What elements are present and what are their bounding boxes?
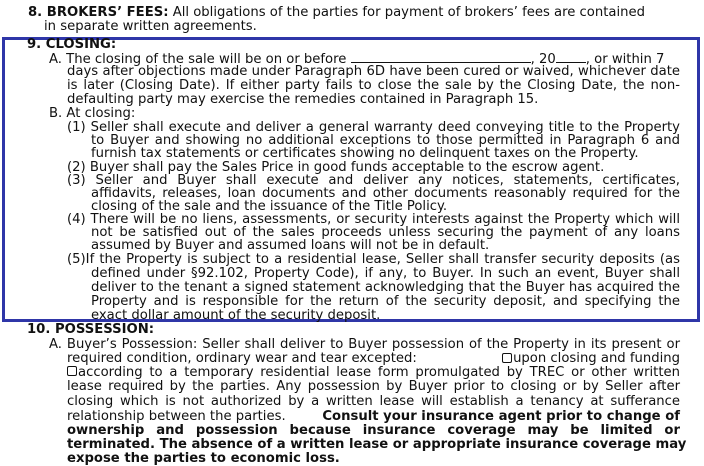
closing-heading: 9. CLOSING: xyxy=(27,37,117,52)
closing-a-text-3: , or within 7 xyxy=(585,52,665,67)
possession-a-line-3 xyxy=(67,366,680,380)
closing-date-field[interactable] xyxy=(351,51,531,63)
closing-b-heading: B. At closing: xyxy=(49,106,136,121)
possession-a-line-4: lease required by the parties. Any possession by Buyer prior to closing or by Seller after xyxy=(67,379,680,394)
closing-b5-line-1: (5)If the Property is subject to a residential lease, Seller shall transfer security deposits (as xyxy=(67,252,680,267)
closing-b5-line-5: exact dollar amount of the security deposit. xyxy=(91,308,381,323)
possession-a-line-1: A. Buyer’s Possession: Seller shall deliver to Buyer possession of the Property in its present or xyxy=(49,337,680,352)
brokers-fees-line-2: in separate written agreements. xyxy=(44,19,257,34)
closing-b5-line-4: Property and is responsible for the return of the security deposit, and specifying the xyxy=(91,294,680,309)
upon-closing-label: upon closing and funding xyxy=(513,351,680,366)
brokers-fees-line-1 xyxy=(28,6,680,20)
possession-a-line-6 xyxy=(67,410,680,424)
closing-b3-line-2: affidavits, releases, loan documents and other documents reasonably required for the xyxy=(91,186,680,201)
insurance-warning-line-4: expose the parties to economic loss. xyxy=(67,451,340,466)
closing-a-line-2: days after objections made under Paragraph 6D have been cured or waived, whichever date xyxy=(67,64,680,79)
closing-year-field[interactable] xyxy=(556,51,586,63)
closing-b2-line-1: (2) Buyer shall pay the Sales Price in good funds acceptable to the escrow agent. xyxy=(67,160,605,175)
closing-b4-line-3: assumed by Buyer and assumed loans will not be in default. xyxy=(91,238,490,253)
possession-a-line-5: closing which is not authorized by a written lease will establish a tenancy at sufferance xyxy=(67,394,680,409)
closing-a-line-3: is later (Closing Date). If either party fails to close the sale by the Closing Date, the non- xyxy=(67,78,680,93)
brokers-fees-heading: 8. BROKERS’ FEES: xyxy=(28,5,169,20)
option-upon-closing xyxy=(502,352,680,366)
closing-b1-line-1: (1) Seller shall execute and deliver a general warranty deed conveying title to the Property xyxy=(67,120,680,135)
closing-b4-line-1: (4) There will be no liens, assessments, or security interests against the Property which will xyxy=(67,212,680,227)
insurance-warning-line-3: terminated. The absence of a written lease or appropriate insurance coverage may xyxy=(67,437,687,452)
insurance-warning-line-2: ownership and possession because insurance coverage may be limited or xyxy=(67,423,680,438)
temporary-lease-checkbox[interactable] xyxy=(67,366,77,376)
possession-a-text: required condition, ordinary wear and tear excepted: xyxy=(67,351,417,366)
closing-a-text-1: A. The closing of the sale will be on or before xyxy=(49,52,347,67)
temporary-lease-label: according to a temporary residential lease form promulgated by TREC or other written xyxy=(78,365,680,380)
upon-closing-checkbox[interactable] xyxy=(502,353,512,363)
closing-b5-line-3: deliver to the tenant a signed statement acknowledging that the Buyer has acquired the xyxy=(91,280,680,295)
insurance-warning-start: Consult your insurance agent prior to change of xyxy=(322,409,680,424)
brokers-fees-text: All obligations of the parties for payment of brokers’ fees are contained xyxy=(172,5,645,20)
possession-a-text-6: relationship between the parties. xyxy=(67,409,286,424)
closing-b5-line-2: defined under §92.102, Property Code), if any, to Buyer. In such an event, Buyer shall xyxy=(91,266,680,281)
closing-b3-line-1: (3) Seller and Buyer shall execute and deliver any notices, statements, certificates, xyxy=(67,173,680,188)
closing-b4-line-2: not be satisfied out of the sales proceeds unless securing the payment of any loans xyxy=(91,225,680,240)
closing-b1-line-2: to Buyer and showing no additional exceptions to those permitted in Paragraph 6 and xyxy=(91,133,680,148)
closing-b1-line-3: furnish tax statements or certificates showing no delinquent taxes on the Property. xyxy=(91,146,639,161)
closing-a-line-4: defaulting party may exercise the remedies contained in Paragraph 15. xyxy=(67,92,539,107)
possession-heading: 10. POSSESSION: xyxy=(27,322,155,337)
closing-a-text-2: , 20 xyxy=(530,52,556,67)
possession-a-line-2 xyxy=(67,352,680,366)
closing-b3-line-3: closing of the sale and the issuance of the Title Policy. xyxy=(91,199,448,214)
